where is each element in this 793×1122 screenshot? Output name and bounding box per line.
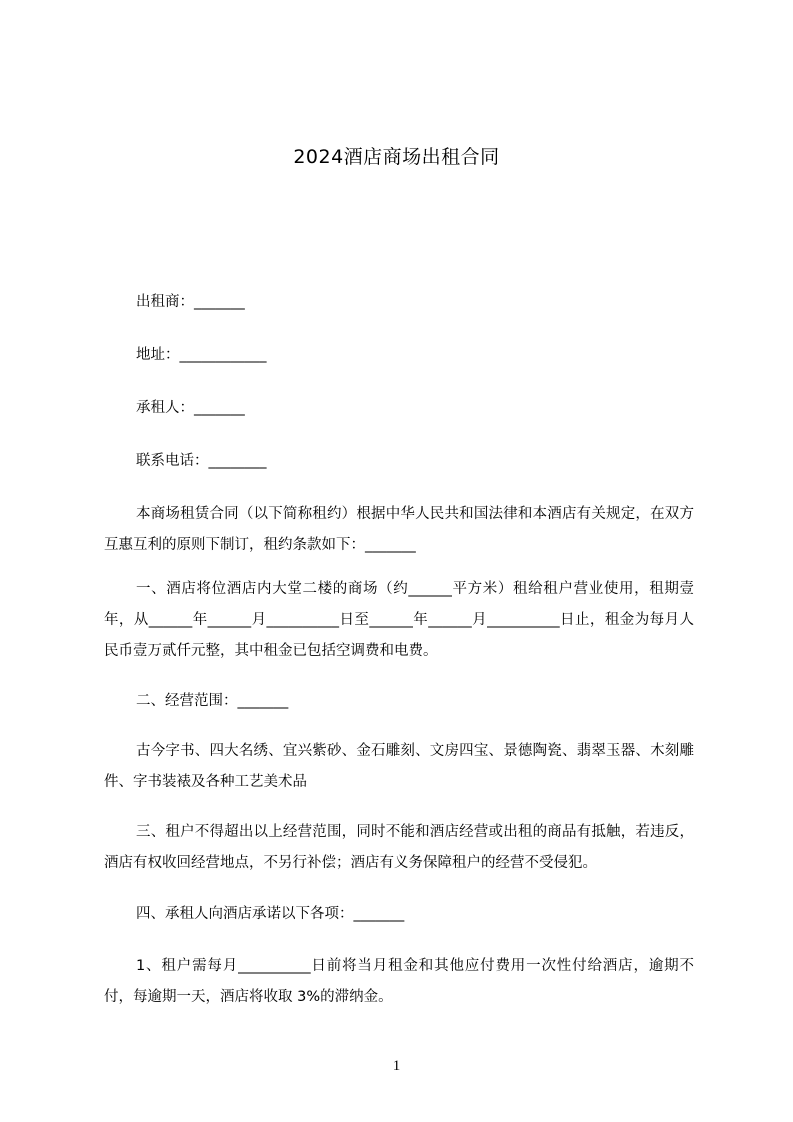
clause-2-items: 古今字书、四大名绣、宜兴紫砂、金石雕刻、文房四宝、景德陶瓷、翡翠玉器、木刻雕件、字书装裱及各种工艺美术品	[104, 743, 694, 790]
clause-4-heading: 四、承租人向酒店承诺以下各项：_______	[136, 906, 405, 922]
lessor-field	[104, 292, 694, 312]
document-title: 2024酒店商场出租合同	[293, 146, 500, 168]
clause-3-paragraph: 三、租户不得超出以上经营范围，同时不能和酒店经营或出租的商品有抵触，若违反，酒店有权收回经营地点，不另行补偿；酒店有义务保障租户的经营不受侵犯。	[104, 824, 694, 871]
lessor-label: 出租商：_______	[136, 294, 245, 310]
address-label: 地址：____________	[136, 347, 267, 363]
clause-4-item-1: 1、租户需每月__________日前将当月租金和其他应付费用一次性付给酒店，逾期不付，每逾期一天，酒店将收取 3%的滞纳金。	[104, 958, 694, 1005]
intro-paragraph: 本商场租赁合同（以下简称租约）根据中华人民共和国法律和本酒店有关规定，在双方互惠互利的原则下制订，租约条款如下：_______	[104, 506, 694, 553]
clause-2-heading: 二、经营范围：_______	[136, 693, 289, 709]
lessee-label: 承租人：_______	[136, 400, 245, 416]
lessee-field	[104, 398, 694, 418]
phone-label: 联系电话：________	[136, 453, 267, 469]
clause-1-paragraph: 一、酒店将位酒店内大堂二楼的商场（约______平方米）租给租户营业使用，租期壹年，从______年______月__________日至______年______月__________日止，租金为每月人民币壹万贰仟元整，其中租金已包括空调费和电费。	[104, 581, 694, 659]
page-number: 1	[392, 1058, 401, 1074]
phone-field	[104, 451, 694, 471]
address-field	[104, 345, 694, 365]
